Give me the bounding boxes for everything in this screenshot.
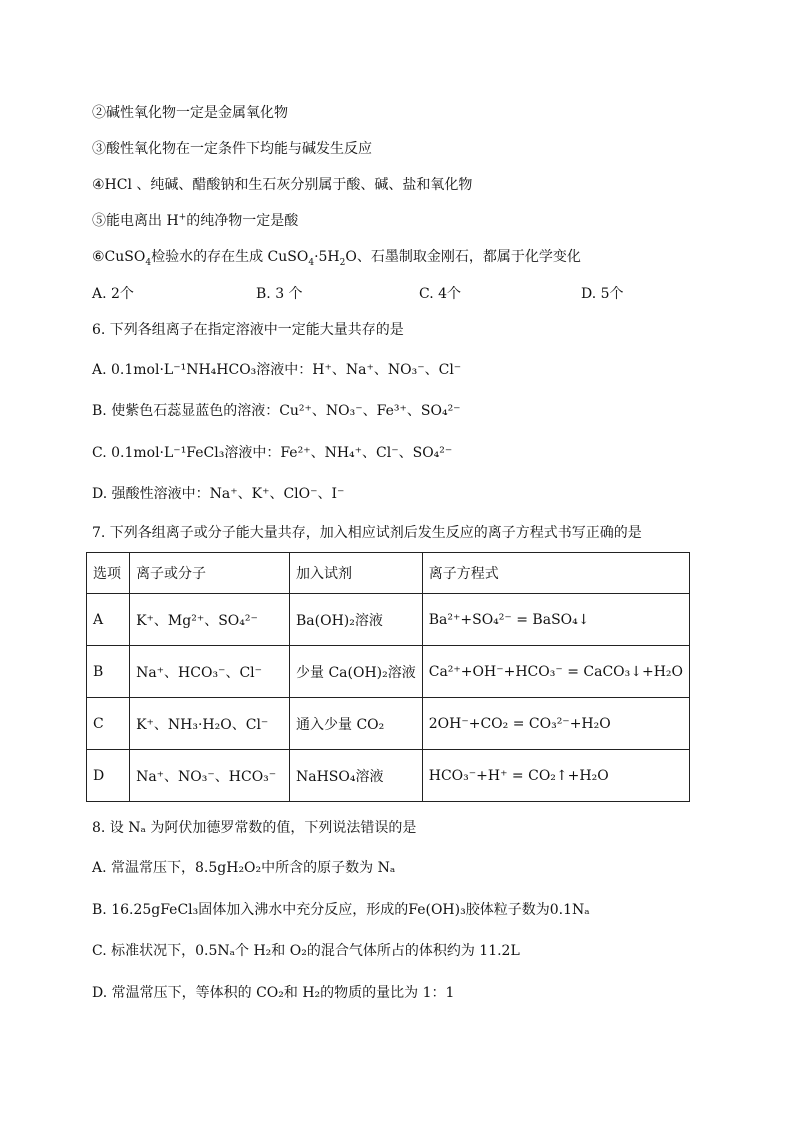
q8-option-b: B. 16.25gFeCl₃固体加入沸水中充分反应，形成的Fe(OH)₃胶体粒子数为0.1Nₐ [92,902,590,918]
table-cell-option: B [87,646,130,698]
q7-stem: 7. 下列各组离子或分子能大量共存，加入相应试剂后发生反应的离子方程式书写正确的是 [92,525,642,541]
statement-6 [92,247,581,267]
q6-option-c: C. 0.1mol·L⁻¹FeCl₃溶液中：Fe²⁺、NH₄⁺、Cl⁻、SO₄²⁻ [92,445,453,461]
table-cell-equation: HCO₃⁻+H⁺ = CO₂↑+H₂O [422,750,689,802]
statement-3: ③酸性氧化物在一定条件下均能与碱发生反应 [92,141,372,157]
table-cell-reagent: 通入少量 CO₂ [290,698,423,750]
table-cell-option: D [87,750,130,802]
q6-stem: 6. 下列各组离子在指定溶液中一定能大量共存的是 [92,322,404,338]
table-row [87,646,690,698]
table-cell-option: A [87,594,130,646]
statement-5 [92,211,298,231]
table-row [87,698,690,750]
statement-4: ④HCl 、纯碱、醋酸钠和生石灰分别属于酸、碱、盐和氧化物 [92,177,473,193]
statement-6-part-a: ⑥CuSO [92,249,146,265]
q5-option-b: B. 3 个 [256,286,303,302]
table-cell-option: C [87,698,130,750]
q6-option-b: B. 使紫色石蕊显蓝色的溶液：Cu²⁺、NO₃⁻、Fe³⁺、SO₄²⁻ [92,403,461,419]
subscript-4: 4 [145,257,152,268]
statement-5-superscript: + [178,212,187,223]
table-cell-equation: 2OH⁻+CO₂ = CO₃²⁻+H₂O [422,698,689,750]
statement-5-part-a: ⑤能电离出 H [92,213,179,229]
q5-option-c: C. 4个 [419,286,462,302]
q5-option-d: D. 5个 [581,286,624,302]
subscript-4: 4 [308,257,315,268]
table-cell-reagent: 少量 Ca(OH)₂溶液 [290,646,423,698]
table-cell-ions: K⁺、Mg²⁺、SO₄²⁻ [130,594,290,646]
table-cell-ions: K⁺、NH₃·H₂O、Cl⁻ [130,698,290,750]
statement-6-part-c: ·5H [314,249,340,265]
table-header-cell: 加入试剂 [290,553,423,594]
table-header-cell: 离子方程式 [422,553,689,594]
table-cell-reagent: Ba(OH)₂溶液 [290,594,423,646]
table-header-cell: 选项 [87,553,130,594]
table-header-cell: 离子或分子 [130,553,290,594]
subscript-2: 2 [339,257,346,268]
statement-6-part-d: O、石墨制取金刚石，都属于化学变化 [345,249,581,265]
table-cell-ions: Na⁺、HCO₃⁻、Cl⁻ [130,646,290,698]
table-header-row [87,553,690,594]
q6-option-a: A. 0.1mol·L⁻¹NH₄HCO₃溶液中：H⁺、Na⁺、NO₃⁻、Cl⁻ [92,362,462,378]
q7-table [86,552,690,802]
table-cell-ions: Na⁺、NO₃⁻、HCO₃⁻ [130,750,290,802]
q6-option-d: D. 强酸性溶液中：Na⁺、K⁺、ClO⁻、I⁻ [92,486,345,502]
table-cell-equation: Ca²⁺+OH⁻+HCO₃⁻ = CaCO₃↓+H₂O [422,646,689,698]
q5-option-a: A. 2个 [92,286,134,302]
q8-option-d: D. 常温常压下，等体积的 CO₂和 H₂的物质的量比为 1：1 [92,985,455,1001]
statement-6-part-b: 检验水的存在生成 CuSO [151,249,309,265]
table-cell-equation: Ba²⁺+SO₄²⁻ = BaSO₄↓ [422,594,689,646]
q8-stem: 8. 设 Nₐ 为阿伏加德罗常数的值，下列说法错误的是 [92,820,417,836]
q8-option-c: C. 标准状况下，0.5Nₐ个 H₂和 O₂的混合气体所占的体积约为 11.2L [92,943,520,959]
table-row [87,750,690,802]
table-cell-reagent: NaHSO₄溶液 [290,750,423,802]
statement-5-part-b: 的纯净物一定是酸 [186,213,299,229]
statement-2: ②碱性氧化物一定是金属氧化物 [92,105,288,121]
table-row [87,594,690,646]
q8-option-a: A. 常温常压下，8.5gH₂O₂中所含的原子数为 Nₐ [92,860,396,876]
